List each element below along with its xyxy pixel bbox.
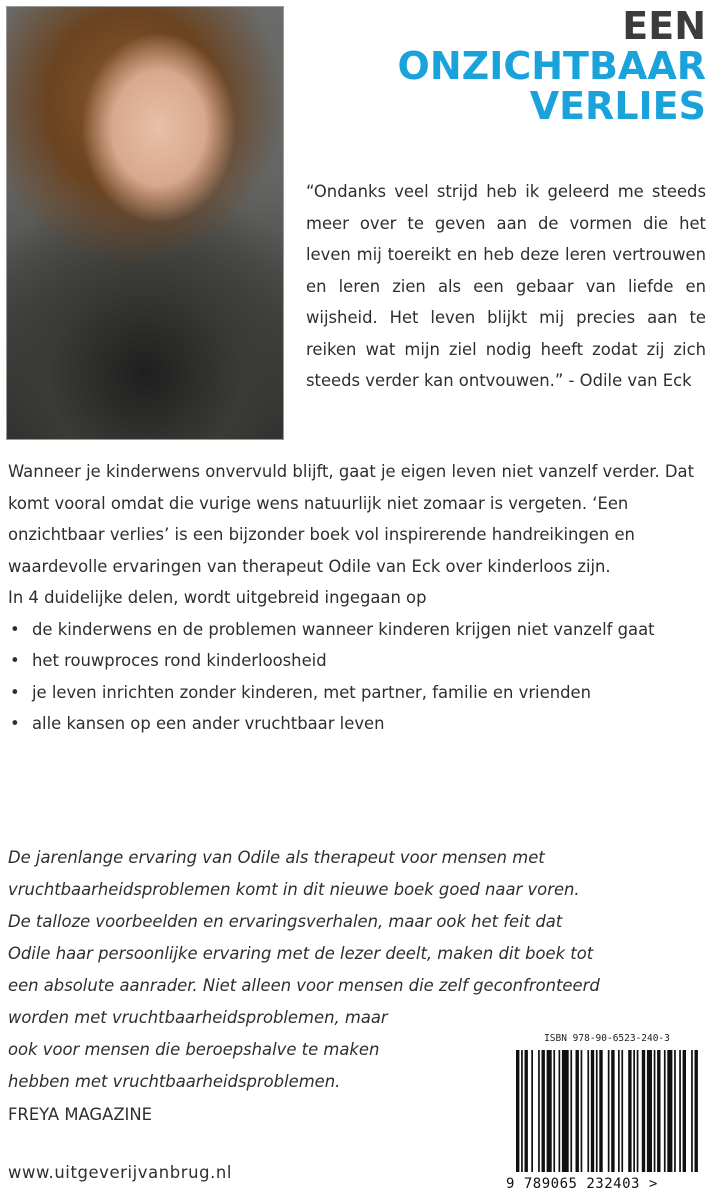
- barcode-bar: [542, 1050, 545, 1172]
- barcode-bar: [608, 1050, 610, 1172]
- barcode-bar: [654, 1050, 656, 1172]
- barcode-bar: [559, 1050, 561, 1172]
- barcode-bar: [576, 1050, 579, 1172]
- barcode-bar: [691, 1050, 693, 1172]
- list-item: • alle kansen op een ander vruchtbaar leven: [8, 708, 706, 740]
- barcode-bar: [581, 1050, 583, 1172]
- bullet-icon: •: [10, 619, 20, 639]
- list-item: • het rouwproces rond kinderloosheid: [8, 645, 706, 677]
- barcode-bar: [683, 1050, 686, 1172]
- barcode-digits: 9 789065 232403 >: [506, 1176, 658, 1192]
- bullet-icon: •: [10, 682, 20, 702]
- barcode-bar: [633, 1050, 635, 1172]
- review-line: hebben met vruchtbaarheidsproblemen.: [8, 1072, 341, 1091]
- barcode-bar: [538, 1050, 540, 1172]
- barcode-bar: [570, 1050, 572, 1172]
- list-item: • je leven inrichten zonder kinderen, met partner, familie en vrienden: [8, 677, 706, 709]
- barcode-bar: [618, 1050, 620, 1172]
- barcode-bar: [596, 1050, 598, 1172]
- barcode-bar: [516, 1050, 519, 1172]
- title-line-1: EEN: [622, 4, 706, 48]
- barcode-bar: [611, 1050, 614, 1172]
- list-intro: In 4 duidelijke delen, wordt uitgebreid ingegaan op: [8, 588, 427, 607]
- barcode-bar: [521, 1050, 523, 1172]
- barcode-bar: [628, 1050, 631, 1172]
- bullet-icon: •: [10, 714, 20, 733]
- author-quote: “Ondanks veel strijd heb ik geleerd me steeds meer over te geven aan de vormen die het leven mij toereikt en heb deze leren vertrouwen en leren zien als een gebaar van liefde en wijsheid. Het leven blijkt mij precies aan te reiken wat mijn ziel nodig heeft zodat zij zich steeds verder kan ontvouwen.” - Odile van Eck: [306, 182, 706, 390]
- barcode-bar: [562, 1050, 569, 1172]
- title-line-2: ONZICHTBAAR: [397, 44, 706, 88]
- review-line: worden met vruchtbaarheidsproblemen, maar: [8, 1008, 388, 1027]
- barcode-bar: [553, 1050, 555, 1172]
- barcode-bar: [679, 1050, 681, 1172]
- barcode-bar: [667, 1050, 672, 1172]
- list-item: • de kinderwens en de problemen wanneer kinderen krijgen niet vanzelf gaat: [8, 614, 706, 646]
- title-line-3: VERLIES: [529, 84, 706, 128]
- bullet-icon: •: [10, 651, 20, 670]
- review-source: FREYA MAGAZINE: [8, 1105, 152, 1124]
- description: [8, 456, 706, 740]
- intro-paragraph: Wanneer je kinderwens onvervuld blijft, gaat je eigen leven niet vanzelf verder. Dat komt vooral omdat die vurige wens natuurlijk niet zomaar is vergeten. ‘Een onzichtbaar verlies’ is een bijzonder boek vol inspirerende handreikingen en waardevolle ervaringen van therapeut Odile van Eck over kinderloos zijn.: [8, 462, 695, 576]
- barcode-bar: [621, 1050, 623, 1172]
- topic-list: [8, 614, 706, 740]
- review-line: Odile haar persoonlijke ervaring met de lezer deelt, maken dit boek tot: [8, 944, 594, 963]
- review-line: ook voor mensen die beroepshalve te maken: [8, 1040, 380, 1059]
- review-line: De talloze voorbeelden en ervaringsverhalen, maar ook het feit dat: [8, 912, 563, 931]
- barcode-bar: [525, 1050, 528, 1172]
- barcode-bar: [695, 1050, 698, 1172]
- barcode-bar: [547, 1050, 552, 1172]
- barcode-bar: [587, 1050, 589, 1172]
- barcode: [506, 1033, 708, 1195]
- isbn-label: ISBN 978-90-6523-240-3: [544, 1033, 670, 1044]
- publisher-website: www.uitgeverijvanbrug.nl: [8, 1163, 233, 1182]
- barcode-arrow: >: [648, 1176, 658, 1192]
- barcode-bars: [506, 1050, 708, 1176]
- barcode-bar: [674, 1050, 676, 1172]
- author-photo: [6, 6, 284, 440]
- barcode-bar: [599, 1050, 602, 1172]
- barcode-bar: [531, 1050, 533, 1172]
- barcode-bar: [664, 1050, 666, 1172]
- review-line: vruchtbaarheidsproblemen komt in dit nieuwe boek goed naar voren.: [8, 880, 580, 899]
- barcode-bar: [637, 1050, 639, 1172]
- review-line: een absolute aanrader. Niet alleen voor mensen die zelf geconfronteerd: [8, 976, 600, 995]
- book-title: [290, 6, 706, 126]
- barcode-bar: [591, 1050, 594, 1172]
- barcode-bar: [657, 1050, 660, 1172]
- barcode-bar: [642, 1050, 645, 1172]
- barcode-bar: [647, 1050, 652, 1172]
- review-line: De jarenlange ervaring van Odile als therapeut voor mensen met: [8, 848, 545, 867]
